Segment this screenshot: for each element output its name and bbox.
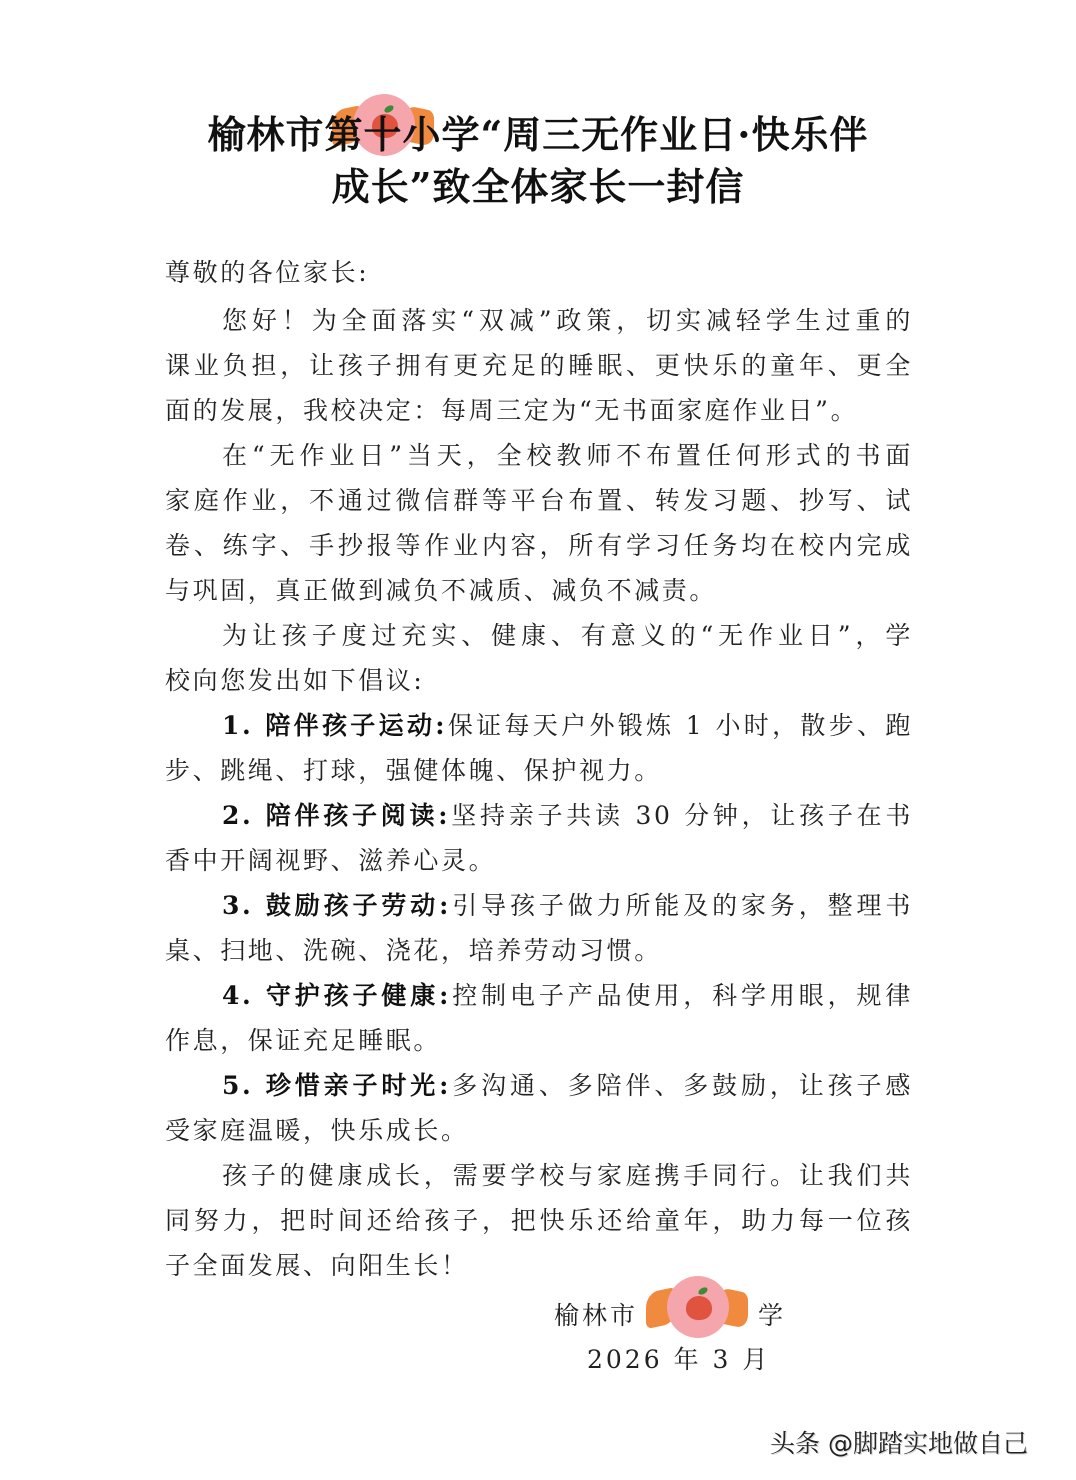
- proposal-lead: 4. 守护孩子健康:: [222, 981, 451, 1010]
- proposal-text: 引导孩子做力所能及的家务，整理书: [450, 891, 913, 920]
- closing-line: 孩子的健康成长，需要学校与家庭携手同行。让我们共: [222, 1161, 913, 1190]
- signature-prefix: 榆林市: [554, 1301, 639, 1330]
- proposal-lead: 5. 珍惜亲子时光:: [222, 1071, 451, 1100]
- body-line: 受家庭温暖，快乐成长。: [165, 1116, 469, 1145]
- body-line: 您好！为全面落实“双减”政策，切实减轻学生过重的: [222, 306, 913, 335]
- proposal-item-4: [222, 976, 913, 1016]
- body-line: 校向您发出如下倡议:: [165, 666, 425, 695]
- proposal-item-1: [222, 706, 913, 746]
- body-line: 在“无作业日”当天，全校教师不布置任何形式的书面: [222, 441, 913, 470]
- proposal-text: 控制电子产品使用，科学用眼，规律: [450, 981, 913, 1010]
- closing-line: 同努力，把时间还给孩子，把快乐还给童年，助力每一位孩: [165, 1206, 913, 1235]
- signature-date: 2026 年 3 月: [587, 1345, 771, 1374]
- body-line: 与巩固，真正做到减负不减质、减负不减责。: [165, 576, 718, 605]
- body-line: 步、跳绳、打球，强健体魄、保护视力。: [165, 756, 662, 785]
- body-line: 为让孩子度过充实、健康、有意义的“无作业日”，学: [222, 621, 913, 650]
- proposal-lead: 1. 陪伴孩子运动:: [222, 711, 448, 740]
- proposal-lead: 2. 陪伴孩子阅读:: [222, 801, 451, 830]
- body-line: 面的发展，我校决定：每周三定为“无书面家庭作业日”。: [165, 396, 859, 425]
- proposal-lead: 3. 鼓励孩子劳动:: [222, 891, 451, 920]
- proposal-text: 保证每天户外锻炼 1 小时，散步、跑: [447, 711, 914, 740]
- body-line: 课业负担，让孩子拥有更充足的睡眠、更快乐的童年、更全: [165, 351, 913, 380]
- proposal-item-5: [222, 1066, 913, 1106]
- body-line: 香中开阔视野、滋养心灵。: [165, 846, 497, 875]
- body-line: 作息，保证充足睡眠。: [165, 1026, 442, 1055]
- proposal-text: 坚持亲子共读 30 分钟，让孩子在书: [450, 801, 914, 830]
- body-line: 桌、扫地、洗碗、浇花，培养劳动习惯。: [165, 936, 662, 965]
- proposal-item-3: [222, 886, 913, 926]
- signature-suffix: 学: [758, 1301, 787, 1330]
- proposal-item-2: [222, 796, 913, 836]
- body-line: 家庭作业，不通过微信群等平台布置、转发习题、抄写、试: [165, 486, 913, 515]
- body-line: 卷、练字、手抄报等作业内容，所有学习任务均在校内完成: [165, 531, 913, 560]
- proposal-text: 多沟通、多陪伴、多鼓励，让孩子感: [450, 1071, 913, 1100]
- salutation: 尊敬的各位家长:: [165, 258, 370, 287]
- letter-title-line-1: 榆林市第十小学“周三无作业日·快乐伴: [207, 112, 869, 157]
- letter-title-line-2: 成长”致全体家长一封信: [331, 164, 745, 209]
- closing-line: 子全面发展、向阳生长！: [165, 1251, 469, 1280]
- watermark: 头条 @脚踏实地做自己: [770, 1429, 1028, 1458]
